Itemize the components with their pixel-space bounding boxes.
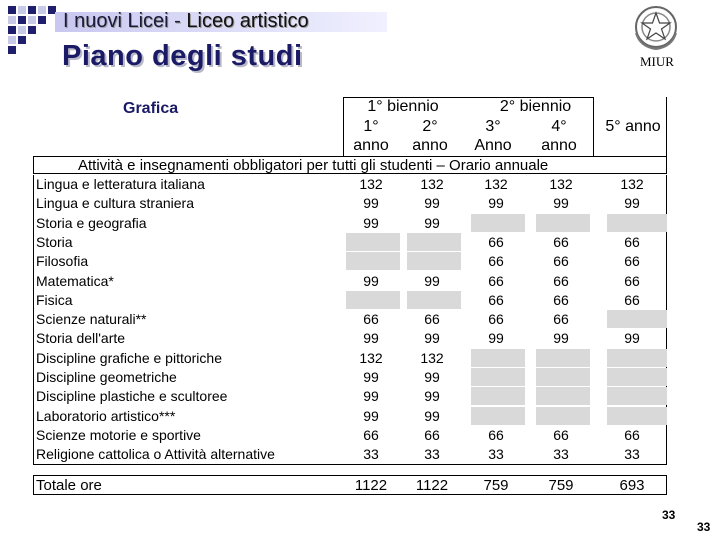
anno1-label: anno bbox=[353, 137, 389, 154]
hours-cell: 99 bbox=[624, 195, 640, 212]
year5-header: 5° anno bbox=[605, 118, 661, 135]
hours-cell: 66 bbox=[424, 426, 440, 443]
subject-name: Laboratorio artistico*** bbox=[36, 407, 176, 424]
total-year5: 693 bbox=[619, 477, 645, 494]
year4-header: 4° bbox=[551, 118, 567, 135]
subject-name: Discipline plastiche e scultoree bbox=[36, 388, 228, 405]
hours-cell: 66 bbox=[553, 233, 569, 250]
hours-cell: 99 bbox=[424, 272, 440, 289]
hours-cell: 66 bbox=[488, 291, 504, 308]
table-row bbox=[34, 426, 668, 445]
empty-cell bbox=[471, 387, 525, 405]
hours-cell: 66 bbox=[488, 272, 504, 289]
subject-name: Lingua e letteratura italiana bbox=[36, 176, 205, 192]
table-row bbox=[34, 407, 668, 426]
hours-cell: 66 bbox=[624, 253, 640, 270]
table-row bbox=[34, 291, 668, 310]
empty-cell bbox=[536, 387, 590, 405]
empty-cell bbox=[407, 252, 461, 270]
year1-header: 1° bbox=[363, 118, 379, 135]
empty-cell bbox=[536, 368, 590, 386]
hours-cell: 99 bbox=[424, 388, 440, 405]
hours-cell: 99 bbox=[424, 369, 440, 385]
title-suffix: Liceo artistico bbox=[186, 10, 309, 32]
year2-header: 2° bbox=[422, 118, 438, 135]
empty-cell bbox=[346, 233, 400, 251]
table-row bbox=[34, 214, 668, 233]
empty-cell bbox=[471, 349, 525, 367]
subject-name: Matematica* bbox=[36, 272, 114, 289]
obligatory-activities-label bbox=[33, 156, 667, 174]
hours-cell: 66 bbox=[363, 311, 379, 328]
hours-cell: 132 bbox=[359, 176, 383, 192]
empty-cell bbox=[607, 407, 667, 425]
miur-label: MIUR bbox=[640, 54, 674, 69]
hours-cell: 99 bbox=[363, 407, 379, 424]
table-row bbox=[34, 349, 668, 368]
subject-name: Lingua e cultura straniera bbox=[36, 195, 194, 212]
hours-cell: 99 bbox=[488, 195, 504, 212]
empty-cell bbox=[346, 291, 400, 309]
anno4-label: anno bbox=[541, 137, 577, 154]
table-row bbox=[34, 252, 668, 271]
subject-name: Storia e geografia bbox=[36, 214, 147, 231]
table-row bbox=[34, 310, 668, 329]
hours-cell: 99 bbox=[363, 369, 379, 385]
table-row bbox=[34, 368, 668, 387]
subject-name: Religione cattolica o Attività alternative bbox=[36, 446, 275, 463]
slide-number: 33 bbox=[697, 520, 711, 534]
empty-cell bbox=[607, 214, 667, 232]
anno2-label: anno bbox=[412, 137, 448, 154]
empty-cell bbox=[471, 214, 525, 232]
anno3-label: Anno bbox=[474, 137, 512, 154]
total-row bbox=[33, 475, 667, 495]
hours-cell: 132 bbox=[420, 176, 444, 192]
hours-cell: 99 bbox=[363, 214, 379, 231]
hours-cell: 99 bbox=[424, 214, 440, 231]
hours-cell: 132 bbox=[359, 349, 383, 366]
empty-cell bbox=[471, 407, 525, 425]
hours-cell: 33 bbox=[363, 446, 379, 463]
hours-cell: 132 bbox=[420, 349, 444, 366]
table-row bbox=[34, 272, 668, 291]
biennio2-header: 2° biennio bbox=[499, 98, 572, 115]
empty-cell bbox=[536, 407, 590, 425]
hours-cell: 66 bbox=[424, 311, 440, 328]
biennio1-header: 1° biennio bbox=[367, 98, 439, 115]
table-row bbox=[34, 194, 668, 213]
hours-cell: 33 bbox=[624, 446, 640, 463]
subject-name: Discipline geometriche bbox=[36, 369, 177, 385]
total-year3: 759 bbox=[483, 477, 509, 494]
empty-cell bbox=[407, 291, 461, 309]
subject-name: Scienze naturali** bbox=[36, 311, 147, 328]
page-subtitle: Piano degli studi bbox=[62, 40, 303, 72]
hours-cell: 99 bbox=[363, 388, 379, 405]
hours-cell: 99 bbox=[363, 330, 379, 347]
hours-cell: 132 bbox=[549, 176, 573, 192]
republic-emblem-icon bbox=[630, 3, 682, 53]
subject-rows bbox=[33, 175, 667, 465]
page-number: 33 bbox=[662, 508, 676, 522]
total-label: Totale ore bbox=[36, 477, 102, 494]
hours-cell: 66 bbox=[624, 272, 640, 289]
hours-cell: 99 bbox=[553, 195, 569, 212]
title-prefix: I nuovi Licei - bbox=[63, 10, 187, 32]
hours-cell: 66 bbox=[553, 291, 569, 308]
table-row bbox=[34, 329, 668, 348]
empty-cell bbox=[607, 368, 667, 386]
hours-cell: 99 bbox=[424, 407, 440, 424]
hours-cell: 66 bbox=[553, 426, 569, 443]
section-label: Grafica bbox=[123, 100, 179, 117]
table-row bbox=[34, 387, 668, 406]
obligatory-activities-text: Attività e insegnamenti obbligatori per tutti gli studenti – Orario annuale bbox=[78, 157, 549, 174]
year3-header: 3° bbox=[485, 118, 501, 135]
hours-cell: 66 bbox=[488, 253, 504, 270]
hours-cell: 99 bbox=[363, 272, 379, 289]
subject-name: Storia bbox=[36, 233, 73, 250]
subject-name: Filosofia bbox=[36, 253, 89, 270]
hours-cell: 99 bbox=[424, 195, 440, 212]
hours-cell: 99 bbox=[553, 330, 569, 347]
hours-cell: 66 bbox=[553, 253, 569, 270]
table-row bbox=[34, 445, 668, 464]
empty-cell bbox=[536, 349, 590, 367]
hours-cell: 66 bbox=[488, 311, 504, 328]
hours-cell: 99 bbox=[624, 330, 640, 347]
empty-cell bbox=[607, 310, 667, 328]
table-row bbox=[34, 175, 668, 194]
hours-cell: 66 bbox=[624, 233, 640, 250]
empty-cell bbox=[407, 233, 461, 251]
subject-name: Discipline grafiche e pittoriche bbox=[36, 349, 222, 366]
hours-cell: 99 bbox=[424, 330, 440, 347]
hours-cell: 33 bbox=[424, 446, 440, 463]
empty-cell bbox=[346, 252, 400, 270]
table-row bbox=[34, 233, 668, 252]
total-year2: 1122 bbox=[415, 477, 449, 494]
subject-name: Scienze motorie e sportive bbox=[36, 426, 201, 443]
hours-cell: 66 bbox=[488, 233, 504, 250]
empty-cell bbox=[607, 349, 667, 367]
hours-cell: 66 bbox=[624, 291, 640, 308]
hours-cell: 99 bbox=[488, 330, 504, 347]
empty-cell bbox=[471, 368, 525, 386]
hours-cell: 132 bbox=[620, 176, 644, 192]
subject-name: Storia dell'arte bbox=[36, 330, 126, 347]
hours-cell: 33 bbox=[488, 446, 504, 463]
hours-cell: 66 bbox=[624, 426, 640, 443]
total-year4: 759 bbox=[548, 477, 574, 494]
table-header bbox=[33, 97, 667, 157]
hours-cell: 66 bbox=[363, 426, 379, 443]
hours-cell: 66 bbox=[553, 311, 569, 328]
hours-cell: 66 bbox=[553, 272, 569, 289]
hours-cell: 99 bbox=[363, 195, 379, 212]
empty-cell bbox=[607, 387, 667, 405]
page-title bbox=[63, 10, 309, 33]
hours-cell: 66 bbox=[488, 426, 504, 443]
total-year1: 1122 bbox=[354, 477, 388, 494]
subject-name: Fisica bbox=[36, 291, 73, 308]
empty-cell bbox=[536, 214, 590, 232]
hours-cell: 132 bbox=[484, 176, 508, 192]
hours-cell: 33 bbox=[553, 446, 569, 463]
